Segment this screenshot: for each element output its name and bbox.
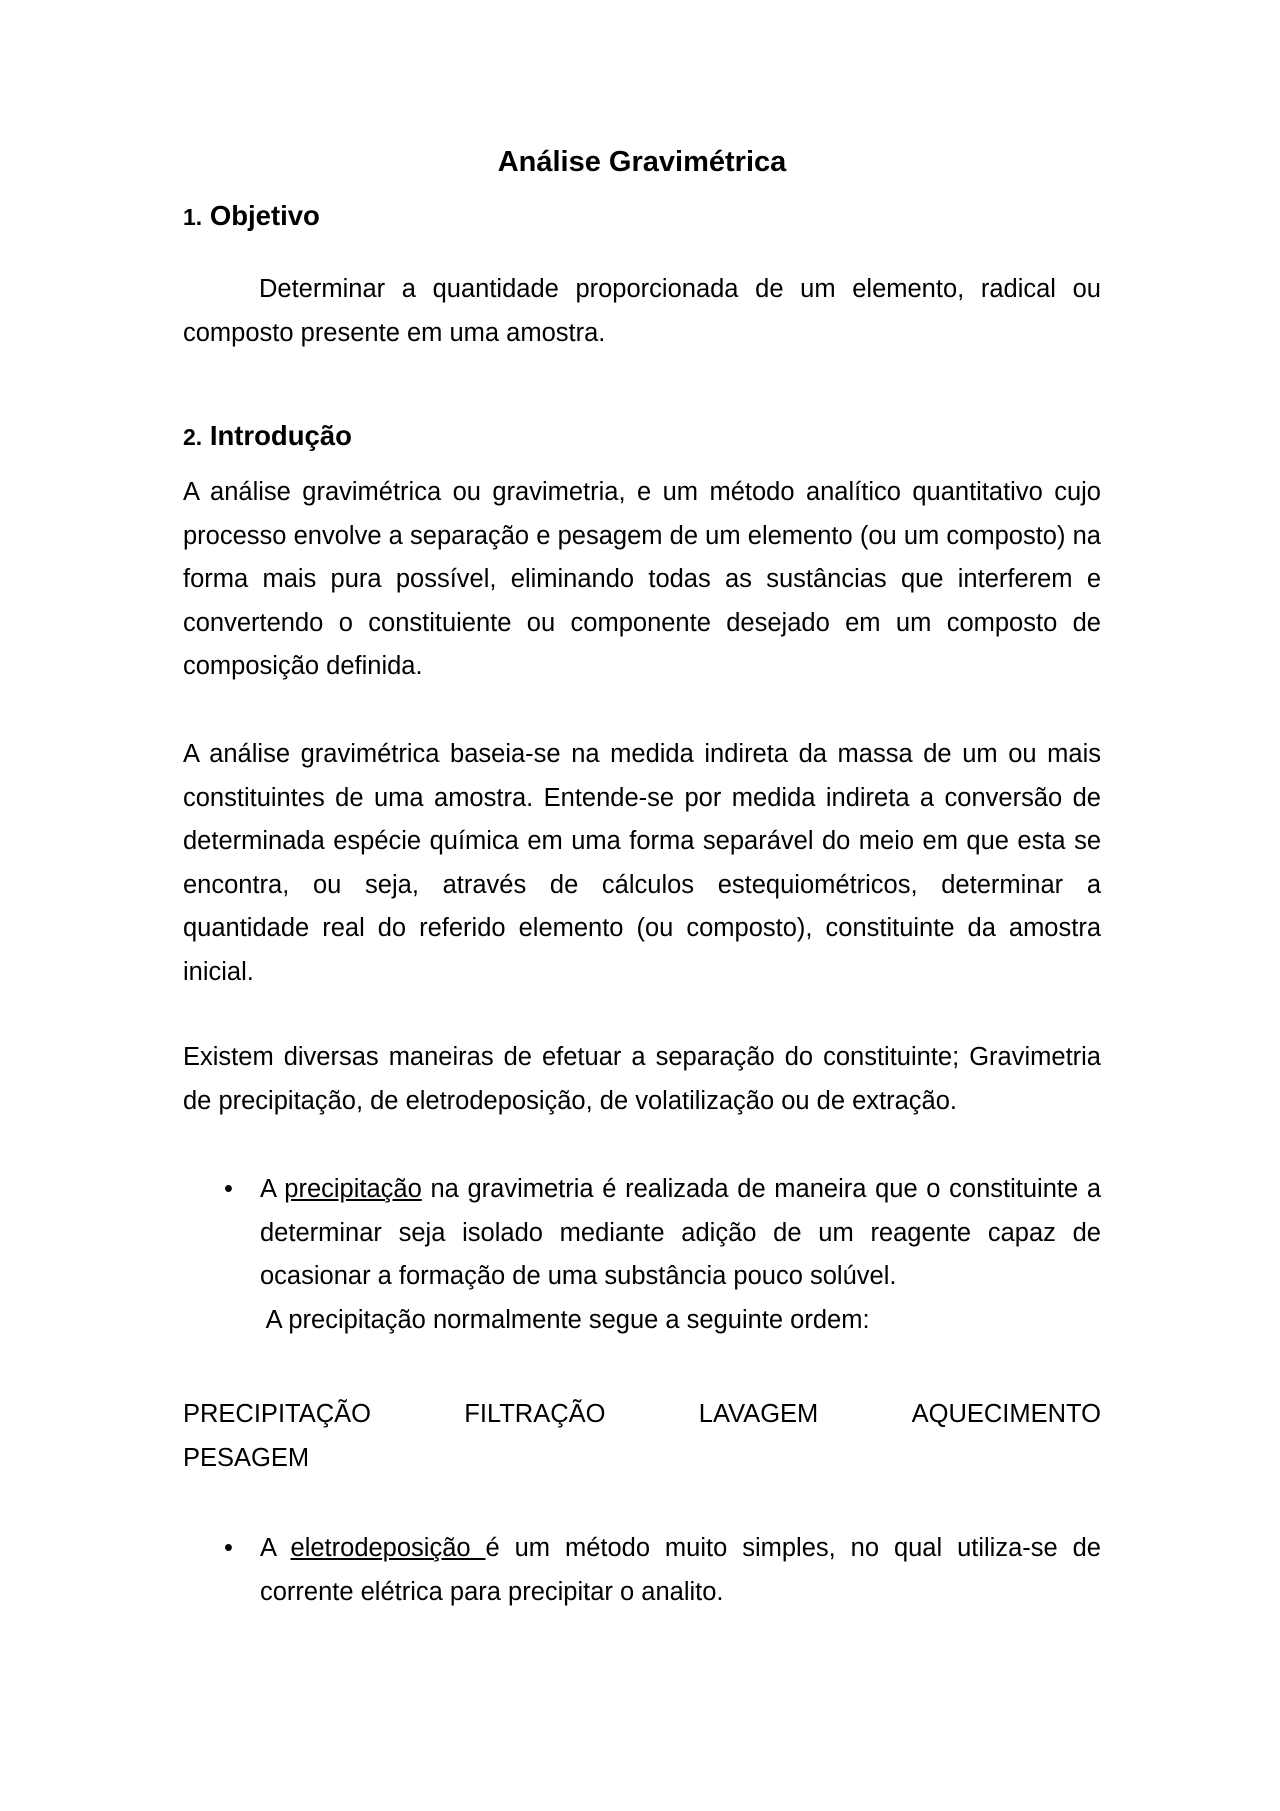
objective-paragraph: Determinar a quantidade proporcionada de um elemento, radical ou composto presente em uma amostra. (183, 275, 1101, 347)
step-item: FILTRAÇÃO (464, 1400, 606, 1428)
step-item: AQUECIMENTO (911, 1400, 1101, 1428)
step-item: LAVAGEM (698, 1400, 819, 1428)
intro-paragraph-3: Existem diversas maneiras de efetuar a separação do constituinte; Gravimetria de precipitação, de eletrodeposição, de volatilização ou de extração. (183, 1043, 1101, 1115)
bullet-prefix: A (260, 1534, 291, 1562)
section-number: 2. (183, 424, 203, 450)
bullet-text (260, 1168, 1101, 1299)
bullet-symbol: • (224, 1175, 233, 1203)
step-item: PRECIPITAÇÃO (183, 1400, 371, 1428)
underlined-term: precipitação (284, 1175, 422, 1203)
section-heading-introducao (183, 420, 352, 452)
intro-paragraph-2: A análise gravimétrica baseia-se na medida indireta da massa de um ou mais constituintes de uma amostra. Entende-se por medida indireta a conversão de determinada espécie química em uma forma separável do meio em que esta se encontra, ou seja, através de cálculos estequiométricos, determinar a quantidade real do referido elemento (ou composto), constituinte da amostra inicial. (183, 740, 1101, 986)
step-item: PESAGEM (183, 1443, 310, 1472)
procedure-steps-row (183, 1393, 1101, 1437)
bullet-symbol: • (224, 1534, 233, 1562)
bullet-body: é um método muito simples, no qual utiliza-se de corrente elétrica para precipitar o analito. (260, 1534, 1101, 1606)
document-title: Análise Gravimétrica (497, 146, 787, 178)
section-number: 1. (183, 204, 203, 230)
procedure-steps (183, 1393, 1101, 1480)
underlined-term: eletrodeposição (290, 1534, 486, 1562)
bullet-extra-line: A precipitação normalmente segue a seguinte ordem: (260, 1305, 870, 1334)
bullet-text (260, 1527, 1101, 1614)
section-title: Objetivo (209, 200, 320, 231)
intro-paragraph-1: A análise gravimétrica ou gravimetria, e um método analítico quantitativo cujo processo envolve a separação e pesagem de um elemento (ou um composto) na forma mais pura possível, eliminando todas as sustâncias que interferem e convertendo o constituiente ou componente desejado em um composto de composição definida. (183, 478, 1101, 680)
section-heading-objetivo (183, 200, 320, 232)
bullet-item-precipitacao (183, 1168, 1101, 1342)
bullet-body: na gravimetria é realizada de maneira que o constituinte a determinar seja isolado mediante adição de um reagente capaz de ocasionar a formação de uma substância pouco solúvel. (260, 1175, 1102, 1290)
section-title: Introdução (209, 420, 352, 451)
bullet-prefix: A (260, 1175, 285, 1203)
bullet-item-eletrodeposicao (183, 1527, 1101, 1614)
